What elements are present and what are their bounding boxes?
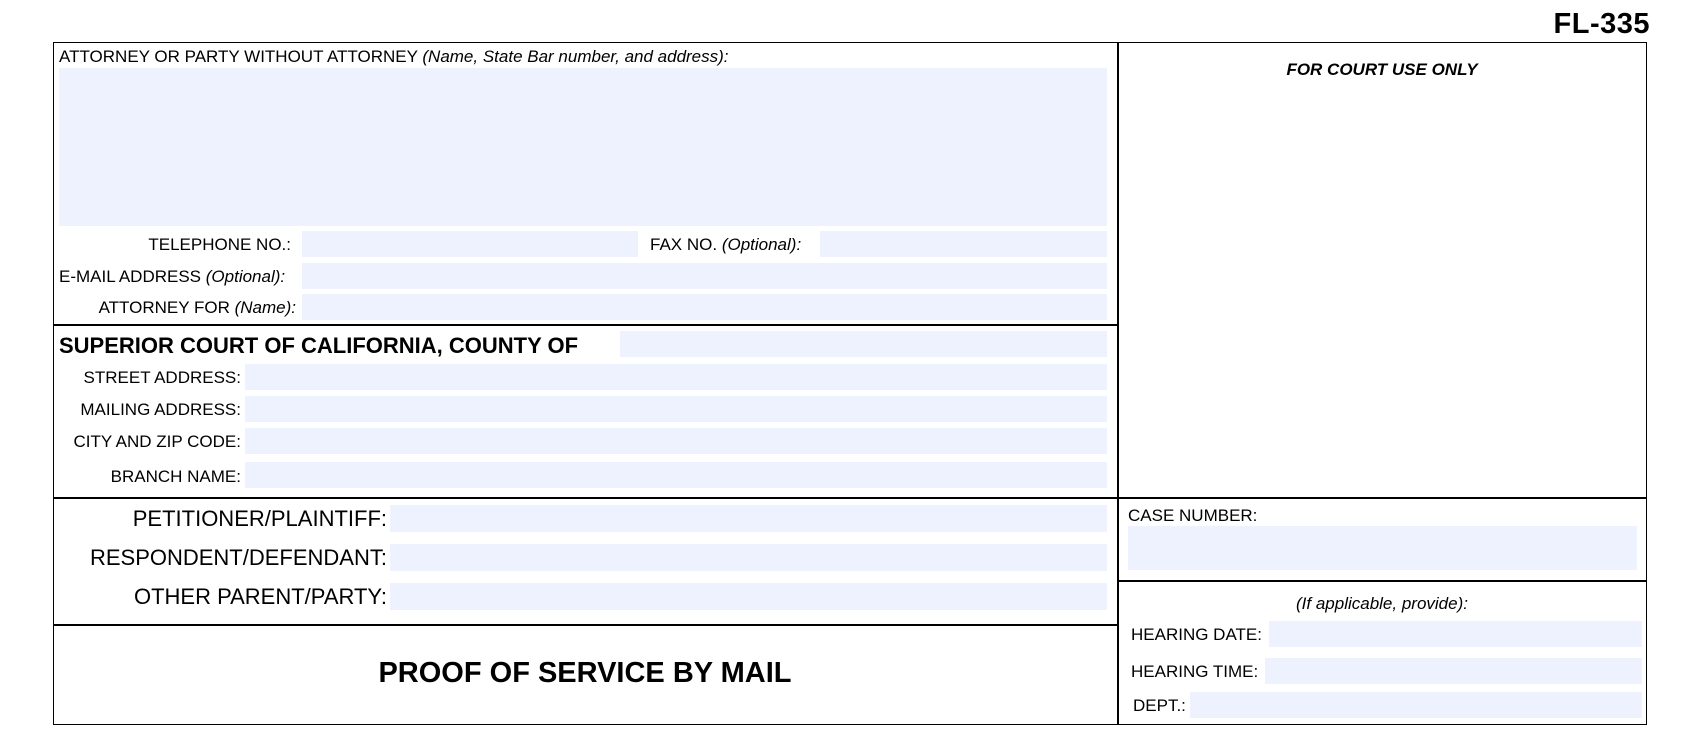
street-address-field[interactable] (245, 364, 1107, 390)
branch-name-field[interactable] (245, 462, 1107, 488)
hearing-time-label: HEARING TIME: (1131, 662, 1259, 681)
case-number-label: CASE NUMBER: (1128, 506, 1258, 525)
divider-court-parties (53, 497, 1647, 499)
attorney-for-label: ATTORNEY FOR (Name): (98, 298, 296, 317)
dept-label: DEPT.: (1133, 696, 1186, 715)
divider-attorney-court (53, 324, 1118, 326)
hearing-date-label: HEARING DATE: (1131, 625, 1262, 644)
hearing-date-field[interactable] (1269, 621, 1642, 647)
court-title: SUPERIOR COURT OF CALIFORNIA, COUNTY OF (59, 333, 579, 358)
other-parent-field[interactable] (390, 583, 1107, 610)
city-zip-label: CITY AND ZIP CODE: (73, 432, 241, 451)
attorney-name-address-field[interactable] (59, 68, 1107, 226)
street-address-label: STREET ADDRESS: (83, 368, 241, 387)
hearing-time-field[interactable] (1265, 658, 1642, 684)
attorney-for-field[interactable] (302, 294, 1107, 320)
telephone-label: TELEPHONE NO.: (148, 235, 291, 254)
respondent-label: RESPONDENT/DEFENDANT: (89, 545, 387, 570)
mailing-address-field[interactable] (245, 396, 1107, 422)
divider-case-hearing (1117, 580, 1647, 582)
branch-name-label: BRANCH NAME: (110, 467, 241, 486)
court-use-only-label: FOR COURT USE ONLY (1286, 60, 1478, 79)
divider-parties-title (53, 624, 1118, 626)
fax-field[interactable] (820, 231, 1107, 257)
respondent-field[interactable] (390, 544, 1107, 571)
county-field[interactable] (620, 331, 1107, 357)
petitioner-field[interactable] (390, 505, 1107, 532)
dept-field[interactable] (1190, 692, 1642, 718)
telephone-field[interactable] (302, 231, 638, 257)
email-label: E-MAIL ADDRESS (Optional): (59, 267, 286, 286)
city-zip-field[interactable] (245, 428, 1107, 454)
attorney-heading: ATTORNEY OR PARTY WITHOUT ATTORNEY (Name, State Bar number, and address): (59, 47, 729, 66)
other-parent-label: OTHER PARENT/PARTY: (133, 584, 387, 609)
mailing-address-label: MAILING ADDRESS: (80, 400, 241, 419)
document-title: PROOF OF SERVICE BY MAIL (378, 657, 792, 689)
petitioner-label: PETITIONER/PLAINTIFF: (132, 506, 387, 531)
case-number-field[interactable] (1128, 526, 1637, 570)
column-divider (1117, 42, 1119, 725)
hearing-note: (If applicable, provide): (1296, 594, 1468, 613)
email-field[interactable] (302, 263, 1107, 289)
form-number: FL-335 (1553, 8, 1650, 40)
fax-label: FAX NO. (Optional): (650, 235, 802, 254)
